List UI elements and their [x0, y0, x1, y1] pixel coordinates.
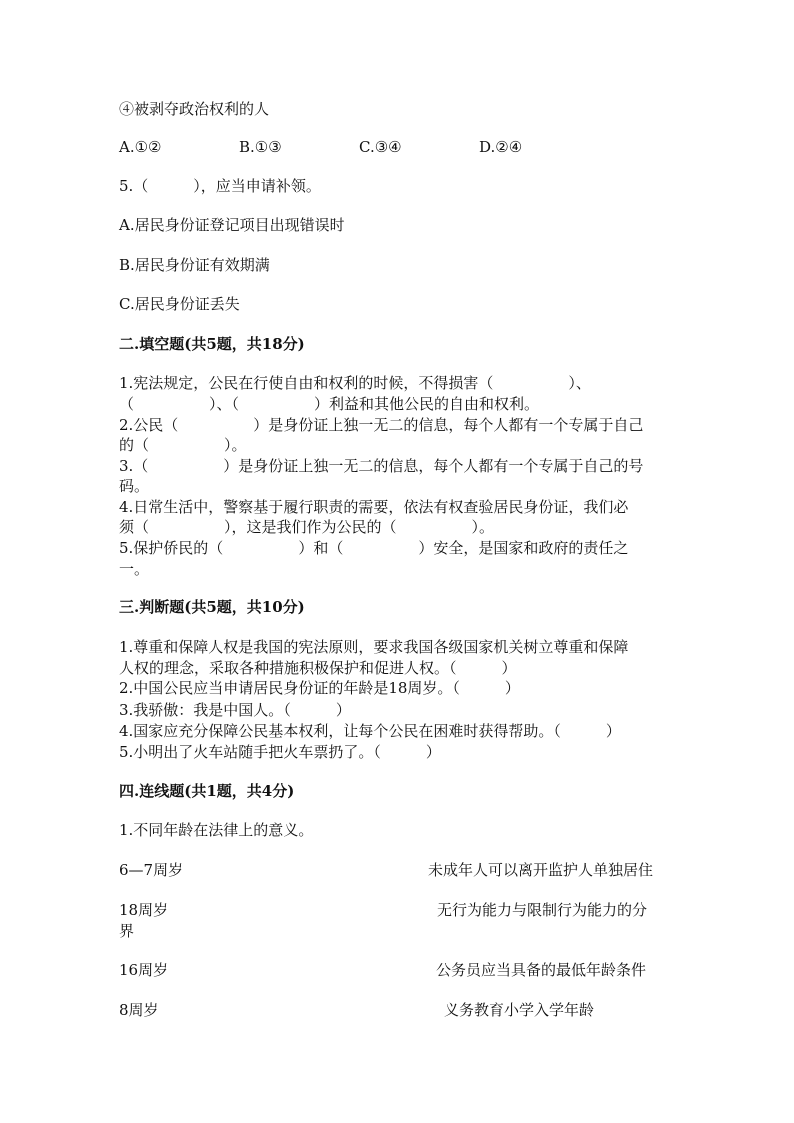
match-left-item: 8周岁 — [119, 1001, 159, 1019]
q5-option-c: C.居民身份证丢失 — [119, 295, 240, 313]
judge-line: 4.国家应充分保障公民基本权利，让每个公民在困难时获得帮助。（ ） — [119, 722, 621, 740]
match-wrap-text: 界 — [119, 922, 135, 940]
q4-item-4: ④被剥夺政治权利的人 — [119, 100, 270, 118]
fill-line: （ ）、（ ）利益和其他公民的自由和权利。 — [119, 395, 540, 413]
section-2-title: 二.填空题(共5题，共18分) — [119, 335, 305, 353]
section-3-title: 三.判断题(共5题，共10分) — [119, 598, 305, 616]
q4-option-a: A.①② — [119, 138, 162, 156]
q4-option-d: D.②④ — [479, 138, 523, 156]
match-right-item: 未成年人可以离开监护人单独居住 — [428, 861, 654, 879]
fill-line: 的（ ）。 — [119, 436, 247, 454]
judge-line: 1.尊重和保障人权是我国的宪法原则，要求我国各级国家机关树立尊重和保障 — [119, 638, 629, 656]
fill-line: 须（ ），这是我们作为公民的（ ）。 — [119, 518, 495, 536]
match-left-item: 16周岁 — [119, 961, 169, 979]
fill-line: 1.宪法规定，公民在行使自由和权利的时候，不得损害（ ）、 — [119, 374, 591, 392]
q5-stem: 5.（ ），应当申请补领。 — [119, 177, 321, 195]
match-right-item: 义务教育小学入学年龄 — [444, 1001, 595, 1019]
q5-option-b: B.居民身份证有效期满 — [119, 256, 270, 274]
fill-line: 5.保护侨民的（ ）和（ ）安全，是国家和政府的责任之 — [119, 539, 629, 557]
q4-option-b: B.①③ — [239, 138, 282, 156]
fill-line: 3.（ ）是身份证上独一无二的信息，每个人都有一个专属于自己的号 — [119, 457, 644, 475]
match-right-item: 无行为能力与限制行为能力的分 — [437, 901, 648, 919]
judge-line: 3.我骄傲：我是中国人。（ ） — [119, 701, 351, 719]
match-left-item: 18周岁 — [119, 901, 169, 919]
fill-line: 4.日常生活中，警察基于履行职责的需要，依法有权查验居民身份证，我们必 — [119, 498, 629, 516]
match-left-item: 6—7周岁 — [119, 861, 184, 879]
q4-option-c: C.③④ — [359, 138, 402, 156]
match-right-item: 公务员应当具备的最低年龄条件 — [436, 961, 647, 979]
section-4-title: 四.连线题(共1题，共4分) — [119, 782, 295, 800]
judge-line: 人权的理念，采取各种措施积极保护和促进人权。（ ） — [119, 659, 517, 677]
judge-line: 2.中国公民应当申请居民身份证的年龄是18周岁。（ ） — [119, 679, 520, 697]
fill-line: 码。 — [119, 477, 150, 495]
judge-line: 5.小明出了火车站随手把火车票扔了。（ ） — [119, 743, 441, 761]
fill-line: 一。 — [119, 560, 150, 578]
fill-line: 2.公民（ ）是身份证上独一无二的信息，每个人都有一个专属于自己 — [119, 416, 644, 434]
match-question: 1.不同年龄在法律上的意义。 — [119, 821, 314, 839]
q5-option-a: A.居民身份证登记项目出现错误时 — [119, 216, 345, 234]
